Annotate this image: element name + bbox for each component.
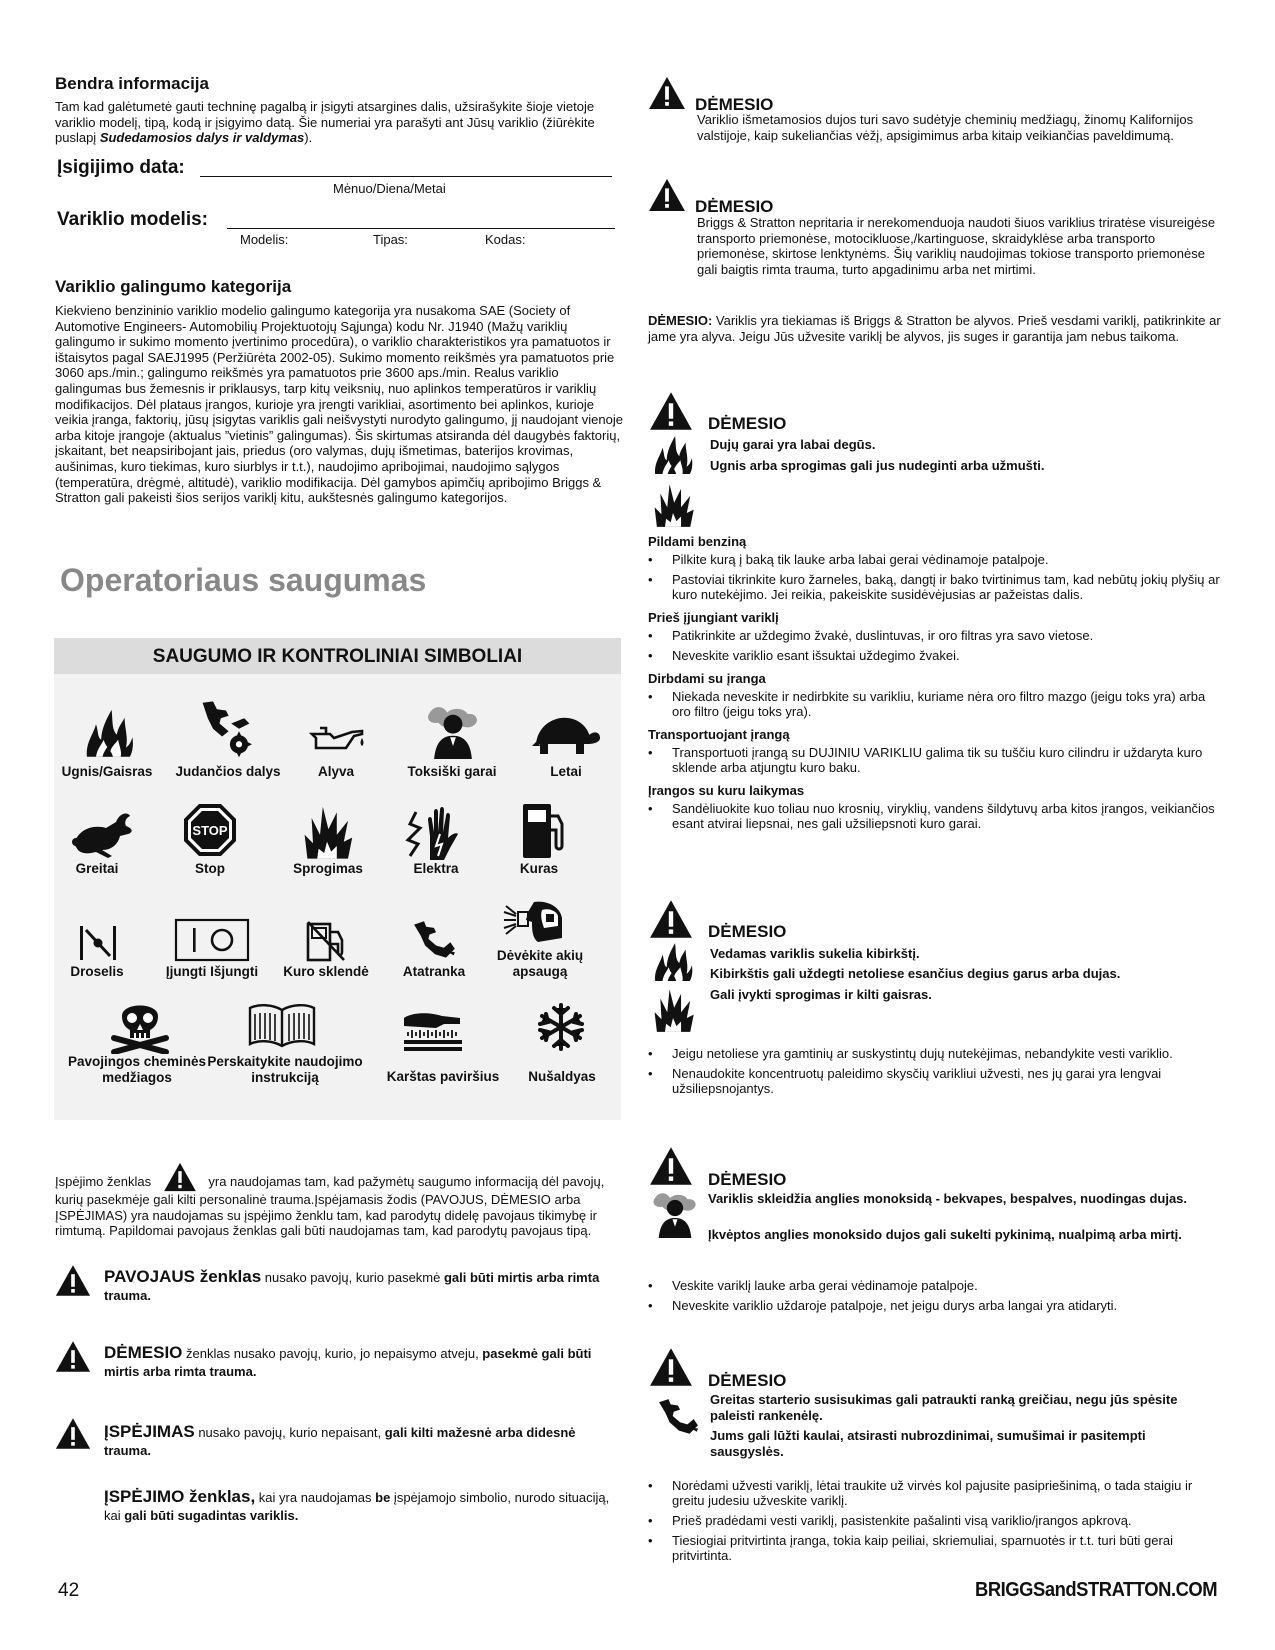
symbols-header: SAUGUMO IR KONTROLINIAI SIMBOLIAI — [54, 638, 621, 674]
alert-symbol-icon — [163, 1162, 197, 1192]
engine-model-field[interactable] — [227, 228, 615, 229]
warning-6-list — [648, 1478, 1223, 1568]
choke-icon — [78, 924, 118, 962]
warning-1-title: DĖMESIO — [695, 95, 774, 114]
danger-signal: PAVOJAUS ženklas nusako pavojų, kurio pasekmė gali būti mirtis arba rimta trauma. — [104, 1267, 600, 1303]
toxic-fumes-icon — [424, 701, 482, 759]
warning-4-line-3: Gali įvykti sprogimas ir kilti gaisras. — [710, 987, 932, 1002]
code-sublabel: Kodas: — [485, 232, 526, 247]
brand-footer: BRIGGSandSTRATTON.COM — [975, 1579, 1218, 1601]
list-item: • Neveskite variklio esant išsuktai uždegimo žvakei. — [648, 648, 1223, 663]
warning-5-fumes-icon — [650, 1188, 700, 1238]
list-item: • Sandėliuokite kuo toliau nuo krosnių, viryklių, vandens šildytuvų arba kitos įrangos, veikiančios esant atvirai liepsnai, nes gali užsiliepsnoti kuro garai. — [648, 801, 1223, 831]
general-info-text: Tam kad galėtumetė gauti techninę pagalbą ir įsigyti atsargines dalis, užsirašykite šioje vietoje variklio modelį, tipą, kodą ir įsigyimo datą. Šie numeriai yra parašyti ant Jūsų variklio (žiūrėkite puslapį Sudedamosios dalys ir valdymas). — [55, 99, 595, 146]
stop-icon — [182, 802, 238, 858]
symbol-label-fuel: Kuras — [519, 861, 559, 876]
warning-alert-icon — [55, 1340, 91, 1373]
hot-surface-icon — [402, 1010, 464, 1054]
symbol-label-eye-protection: Dėvėkite akių apsaugą — [496, 948, 584, 979]
symbol-label-fast: Greitai — [75, 861, 119, 876]
warning-3-explosion-icon — [650, 480, 696, 530]
general-info-title: Bendra informacija — [55, 74, 209, 93]
page-number: 42 — [58, 1580, 80, 1601]
caution-alert-icon — [55, 1417, 91, 1450]
list-item: • Prieš pradėdami vesti variklį, pasistenkite pašalinti visą variklio/įrangos apkrovą. — [648, 1513, 1223, 1528]
symbol-label-chemicals: Pavojingos cheminės medžiagos — [67, 1054, 207, 1085]
fire-icon — [80, 706, 138, 758]
warning-6-kickback-icon — [650, 1396, 708, 1438]
warning-2-icon — [648, 178, 686, 212]
symbol-label-fire: Ugnis/Gaisras — [61, 764, 153, 779]
warning-3-title: DĖMESIO — [708, 414, 787, 433]
start-heading: Prieš įjungiant variklį — [648, 610, 779, 625]
warning-4-icon — [649, 899, 693, 939]
purchase-date-label: Įsigijimo data: — [57, 157, 185, 178]
warning-3-line-1: Dujų garai yra labai degūs. — [710, 437, 876, 452]
warning-1-text: Variklio išmetamosios dujos turi savo sudėtyje cheminių medžiagų, žinomų Kalifornijos valstijoje, kaip sukeliančias vėžį, apsigimimus arba kitaip veikiančias paveldimumą. — [697, 112, 1194, 143]
kickback-icon — [404, 918, 466, 962]
warning-2-title: DĖMESIO — [695, 197, 774, 216]
warning-4-title: DĖMESIO — [708, 922, 787, 941]
fuel-pump-icon — [520, 802, 568, 860]
symbol-label-explosion: Sprogimas — [293, 861, 363, 876]
symbol-label-moving-parts: Judančios dalys — [175, 764, 281, 779]
warning-signal: DĖMESIO ženklas nusako pavojų, kurio, jo nepaisymo atveju, pasekmė gali būti mirtis arba rimta trauma. — [104, 1343, 592, 1379]
warning-4-explosion-icon — [650, 985, 696, 1035]
list-item: • Patikrinkite ar uždegimo žvakė, duslintuvas, ir oro filtras yra savo vietose. — [648, 628, 1223, 643]
symbol-label-stop: Stop — [195, 861, 225, 876]
transport-heading: Transportuojant įrangą — [648, 727, 790, 742]
shock-icon — [400, 802, 460, 862]
operating-heading: Dirbdami su įranga — [648, 671, 766, 686]
notice-signal: ĮSPĖJIMO ženklas, kai yra naudojamas be įspėjamojo simbolio, nurodo situaciją, kai gali būti sugadintas variklis. — [104, 1487, 610, 1523]
warning-1-icon — [648, 76, 686, 110]
section-title: Operatoriaus saugumas — [60, 562, 427, 598]
turtle-icon — [530, 714, 602, 756]
engine-model-label: Variklio modelis: — [57, 209, 208, 230]
symbol-label-on-off: Įjungti Išjungti — [165, 964, 259, 979]
symbol-label-frost: Nušaldyas — [528, 1069, 596, 1084]
warning-3-icon — [649, 391, 693, 431]
warning-6-icon — [649, 1347, 693, 1387]
warning-4-line-2: Kibirkštis gali uždegti netoliese esančius degius garus arba dujas. — [710, 966, 1121, 981]
fuel-shutoff-icon — [304, 918, 350, 964]
caution-signal: ĮSPĖJIMAS nusako pavojų, kurio nepaisant, gali kilti mažesnė arba didesnė trauma. — [104, 1422, 576, 1458]
list-item: • Neveskite variklio uždaroje patalpoje, net jeigu durys arba langai yra atidaryti. — [648, 1298, 1223, 1313]
warning-6-title: DĖMESIO — [708, 1371, 787, 1390]
symbols-box — [54, 638, 621, 1120]
warning-6-line-1: Greitas starterio susisukimas gali patraukti ranką greičiau, negu jūs spėsite paleisti rankenėlę. — [710, 1392, 1178, 1423]
list-item: • Nenaudokite koncentruotų paleidimo skysčių varikliui užvesti, nes jų garai yra lengvai užsiliepsnojantys. — [648, 1066, 1223, 1096]
warning-3-fire-icon — [650, 433, 696, 475]
warning-4-line-1: Vedamas variklis sukelia kibirkštį. — [710, 946, 920, 961]
symbol-label-toxic-fumes: Toksiški garai — [407, 764, 497, 779]
warning-6-line-2: Jums gali lūžti kaulai, atsirasti nubrozdinimai, sumušimai ir pasitempti sausgyslės. — [710, 1428, 1146, 1459]
frost-icon — [536, 1002, 586, 1052]
list-item: • Pilkite kurą į baką tik lauke arba labai gerai vėdinamoje patalpoje. — [648, 552, 1223, 567]
symbol-label-electric: Elektra — [413, 861, 459, 876]
purchase-date-sublabel: Mėnuo/Diena/Metai — [333, 181, 446, 196]
symbol-label-choke: Droselis — [70, 964, 124, 979]
list-item: • Jeigu netoliese yra gamtinių ar suskystintų dujų nutekėjimas, nebandykite vesti variklio. — [648, 1046, 1223, 1061]
list-item: • Niekada neveskite ir nedirbkite su varikliu, kuriame nėra oro filtro mazgo (jeigu toks yra) arba oro filtro (jeigu toks yra). — [648, 689, 1223, 719]
purchase-date-field[interactable] — [200, 176, 612, 177]
warning-3-line-2: Ugnis arba sprogimas gali jus nudeginti arba užmušti. — [710, 458, 1045, 473]
warning-5-list — [648, 1278, 1223, 1318]
symbol-label-hot-surface: Karštas paviršius — [386, 1069, 500, 1084]
danger-alert-icon — [55, 1264, 91, 1297]
symbol-label-oil: Alyva — [317, 764, 355, 779]
symbol-label-slow: Letai — [550, 764, 582, 779]
warning-5-title: DĖMESIO — [708, 1170, 787, 1189]
warning-4-fire-icon — [650, 940, 696, 982]
stop-text: STOP — [192, 823, 228, 838]
list-item: • Transportuoti įrangą su DUJINIU VARIKLIU galima tik su tuščiu kuro cilindru ir uždaryta kuro sklende arba atjungtu kuro baku. — [648, 745, 1223, 775]
warning-5-line-2: Įkvėptos anglies monoksido dujos gali sukelti pykinimą, nualpimą arba mirtį. — [708, 1227, 1182, 1242]
alert-intro: Įspėjimo ženklas yra naudojamas tam, kad pažymėtų saugumo informaciją dėl pavojų, kurių pasekmėje gali kilti personalinė trauma.Įspėjamasis žodis (PAVOJUS, DĖMESIO arba ĮSPĖJIMAS) yra naudojamas su įspėjimo ženklu tam, kad parodytų didelę pavojaus tikimybę ir rimtumą. Papildomai pavojaus ženklas gali būti naudojamas tam, kad parodytų pavojaus tipą. — [55, 1162, 615, 1239]
no-oil-notice: DĖMESIO: Variklis yra tiekiamas iš Briggs & Stratton be alyvos. Prieš vesdami variklį, patikrinkite ar jame yra alyva. Jeigu Jūs užvesite variklį be alyvos, jis suges ir garantija jam nebus taikoma. — [648, 313, 1221, 344]
model-sublabel: Modelis: — [240, 232, 289, 247]
storage-heading: Įrangos su kuru laikymas — [648, 783, 805, 798]
power-rating-text: Kiekvieno benzininio variklio modelio galingumo kategorija yra nusakoma SAE (Society of Automotive Engineers- Automobilių Projektuotojų Sąjunga) kodu Nr. J1940 (Mažų variklių galingumo ir sukimo momento įvertinimo procedūra), o variklio charakteristikos yra pamatuotos ir ištaisytos pagal SAEJ1995 (Peržiūrėta 2002-05). Sukimo momento reikšmės yra pamatuotos prie 3060 aps./min.; galingumo reikšmės yra pamatuotos prie 3600 aps./min. Realus variklio galingumas bus žemesnis ir priklausys, tarp kitų veiksnių, nuo aplinkos temperatūros ir variklių modifikacijos. Dėl plataus įrangos, kurioje yra įrengti varikliai, asortimento bei aplinkos, kurioje veikia įranga, faktorių, jūsų įsigytas variklis gali neišvystyti nurodyto galingumo, jį naudojant vienoje arba kitoje įrangoje (aktualus ”vietinis” galingumas). Šis skirtumas atsiranda dėl daugybės faktorių, įskaitant, bet neapsiribojant jais, priedus (oro valymas, dujų išmetimas, baterijos krovimas, aušinimas, kuro tiekimas, kuro siurblys ir t.t.), naudojimo apribojimai, naudojimo sąlygos (temperatūra, drėgmė, altitudė), variklio modifikacija. Dėl gamybos apimčių apribojimo Briggs & Stratton gali pakeisti šios serijos variklį kitu, aukštesnės galingumo kategorijos. — [55, 303, 623, 506]
symbol-label-fuel-shutoff: Kuro sklendė — [283, 964, 369, 979]
warning-4-list — [648, 1046, 1223, 1101]
poison-icon — [110, 994, 170, 1054]
fuel-heading: Pildami benziną — [648, 534, 747, 549]
warning-5-line-1: Variklis skleidžia anglies monoksidą - bekvapes, bespalves, nuodingas dujas. — [708, 1191, 1188, 1206]
type-sublabel: Tipas: — [373, 232, 408, 247]
power-rating-title: Variklio galingumo kategorija — [55, 277, 292, 296]
symbol-label-manual: Perskaitykite naudojimo instrukciją — [207, 1054, 363, 1085]
on-off-icon — [174, 918, 250, 962]
eye-protection-icon — [502, 898, 568, 946]
warning-2-text: Briggs & Stratton nepritaria ir nerekomenduoja naudoti šiuos variklius triratėse visureigėse transporto priemonėse, motocikluose,/kartinguose, skraidyklėse arba transporto priemonėse, skirtose lenktynėms. Šių variklių naudojimas tokiose transporto priemonėse gali baigtis rimta trauma, turto apgadinimu arba net mirtimi. — [697, 215, 1216, 277]
list-item: • Tiesiogiai pritvirtinta įranga, tokia kaip peiliai, skriemuliai, sparnuotės ir t.t. turi būti gerai pritvirtinta. — [648, 1533, 1223, 1563]
list-item: • Pastoviai tikrinkite kuro žarneles, baką, dangtį ir bako tvirtinimus tam, kad nebūtų jokių plyšių ar kuro nutekėjimo. Jei reikia, pakeiskite susidėvėjusias ar pažeistas dalis. — [648, 572, 1223, 602]
explosion-icon — [298, 804, 356, 860]
list-item: • Norėdami užvesti variklį, lėtai traukite už virvės kol pajusite pasipriešinimą, o tada staigiu ir greitu judesiu užveskite variklį. — [648, 1478, 1223, 1508]
warning-5-icon — [649, 1146, 693, 1186]
list-item: • Veskite variklį lauke arba gerai vėdinamoje patalpoje. — [648, 1278, 1223, 1293]
fuel-safety-block — [648, 534, 1223, 836]
manual-icon — [246, 1002, 318, 1050]
moving-parts-icon — [200, 700, 252, 760]
rabbit-icon — [72, 810, 136, 860]
symbol-label-kickback: Atatranka — [402, 964, 466, 979]
oil-icon — [306, 722, 366, 754]
